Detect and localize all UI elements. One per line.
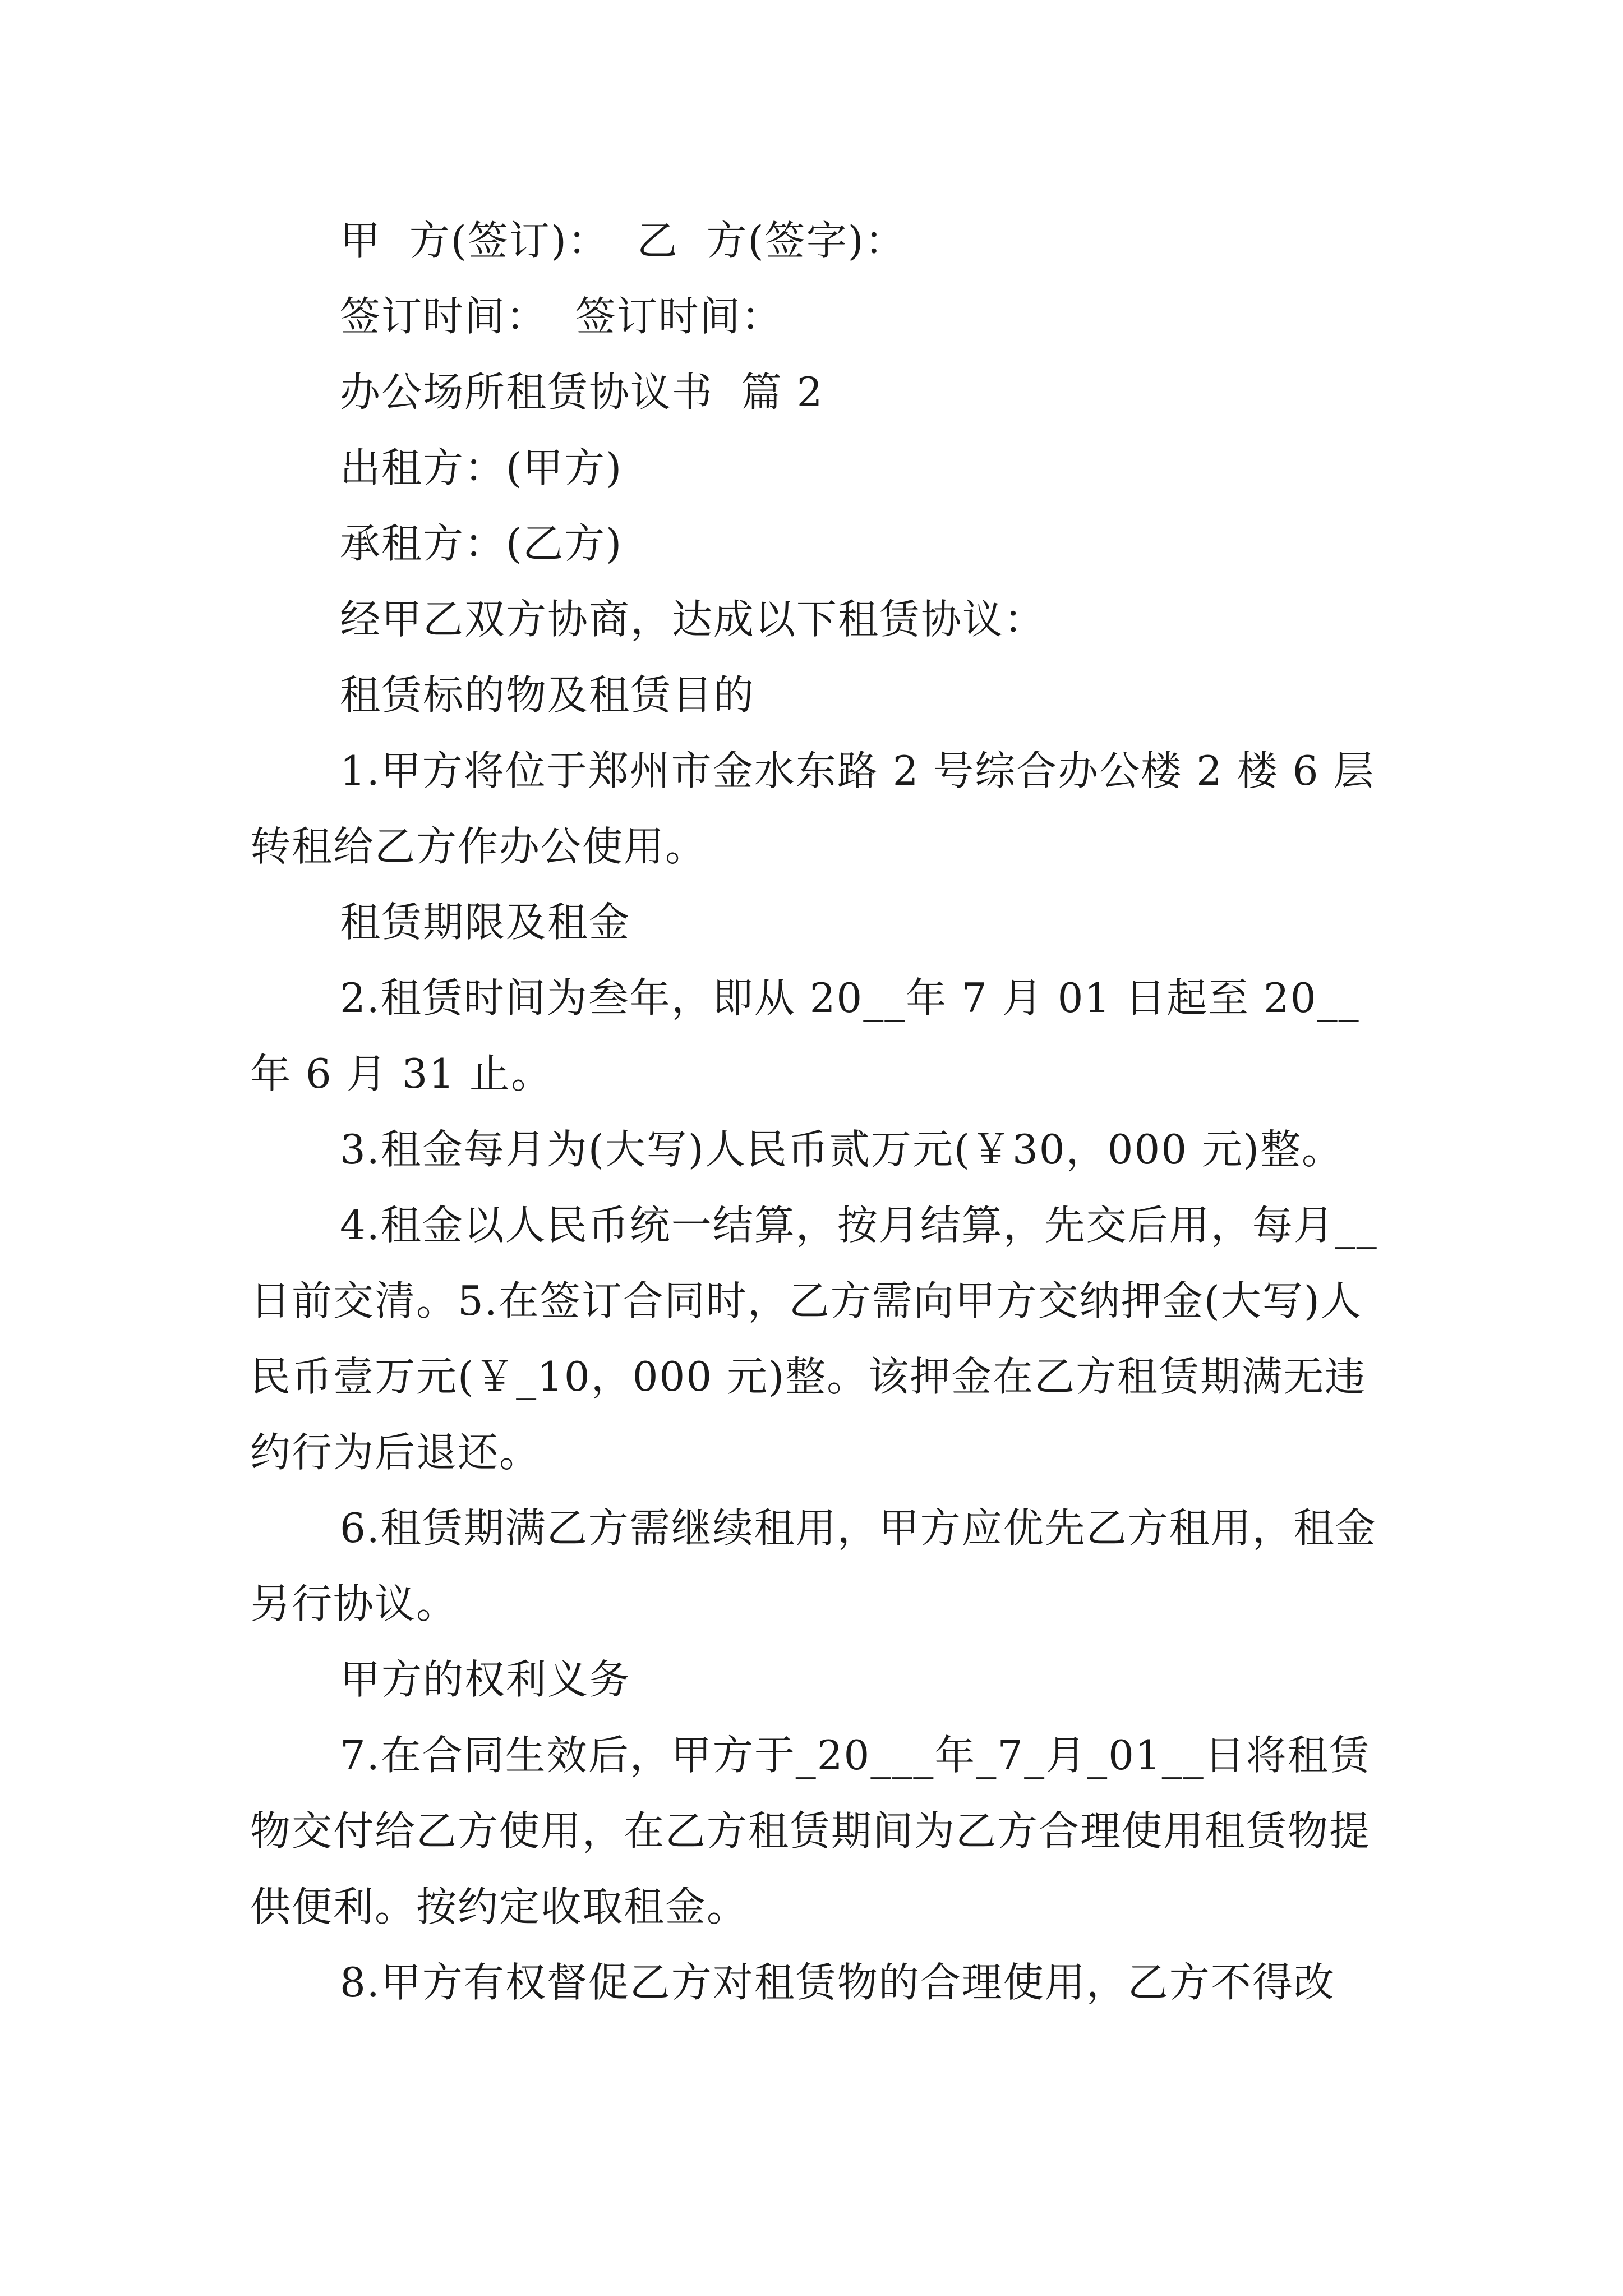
section-heading-subject: 租赁标的物及租赁目的	[340, 671, 755, 719]
clause-7: 7.在合同生效后，甲方于_20___年_7_月_01__日将租赁物交付给乙方使用，在乙方租赁期间为乙方合理使用租赁物提供便利。按约定收取租金。	[250, 1732, 1371, 1930]
clause-4-5: 4.租金以人民币统一结算，按月结算，先交后用，每月__日前交清。5.在签订合同时，乙方需向甲方交纳押金(大写)人民币壹万元(￥_10，000 元)整。该押金在乙方租赁期满无违约行为后退还。	[250, 1202, 1378, 1476]
lessor-line: 出租方：(甲方)	[340, 444, 623, 491]
section-heading-term-rent: 租赁期限及租金	[340, 899, 631, 946]
clause-2: 2.租赁时间为叁年，即从 20__年 7 月 01 日起至 20__年 6 月 31 止。	[250, 974, 1360, 1097]
signature-line: 甲 方(签订)： 乙 方(签字)：	[340, 217, 906, 264]
signing-date-line: 签订时间： 签订时间：	[340, 293, 783, 340]
agreement-intro: 经甲乙双方协商，达成以下租赁协议：	[340, 596, 1046, 643]
clause-3: 3.租金每月为(大写)人民币贰万元(￥30，000 元)整。	[340, 1126, 1343, 1173]
clause-8: 8.甲方有权督促乙方对租赁物的合理使用，乙方不得改	[340, 1959, 1335, 2006]
document-title: 办公场所租赁协议书 篇 2	[340, 369, 824, 416]
clause-6: 6.租赁期满乙方需继续租用，甲方应优先乙方租用，租金另行协议。	[250, 1504, 1377, 1627]
document-body	[250, 203, 1383, 2021]
lessee-line: 承租方：(乙方)	[340, 520, 623, 567]
section-heading-lessor-rights: 甲方的权利义务	[340, 1656, 631, 1703]
clause-1: 1.甲方将位于郑州市金水东路 2 号综合办公楼 2 楼 6 层转租给乙方作办公使用。	[250, 747, 1375, 870]
